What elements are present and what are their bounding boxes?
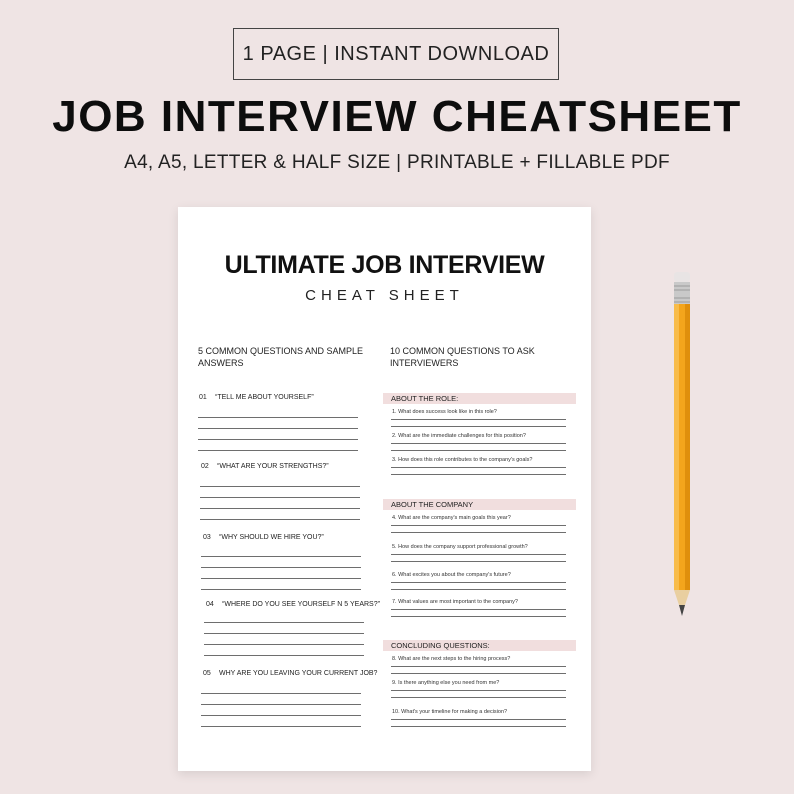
concluding-question-9: 9. Is there anything else you need from me? bbox=[392, 680, 500, 686]
answer-line[interactable] bbox=[200, 486, 360, 487]
answer-line[interactable] bbox=[201, 704, 361, 705]
question-number: 02 bbox=[201, 463, 209, 470]
answer-line[interactable] bbox=[200, 508, 360, 509]
answer-line[interactable] bbox=[391, 697, 566, 698]
document-title: ULTIMATE JOB INTERVIEW bbox=[224, 251, 545, 279]
common-question-5 bbox=[203, 670, 377, 677]
answer-line[interactable] bbox=[391, 666, 566, 667]
role-question-2: 2. What are the immediate challenges for this position? bbox=[392, 433, 526, 439]
question-number: 03 bbox=[203, 534, 211, 541]
answer-line[interactable] bbox=[391, 582, 566, 583]
answer-line[interactable] bbox=[391, 474, 566, 475]
cheatsheet-page bbox=[178, 207, 591, 771]
answer-line[interactable] bbox=[201, 556, 361, 557]
concluding-question-10: 10. What's your timeline for making a decision? bbox=[392, 709, 508, 715]
download-badge: 1 PAGE | INSTANT DOWNLOAD bbox=[233, 28, 559, 80]
answer-line[interactable] bbox=[201, 693, 361, 694]
question-number: 04 bbox=[206, 601, 214, 608]
format-subtitle: A4, A5, LETTER & HALF SIZE | PRINTABLE + FILLABLE PDF bbox=[124, 152, 670, 173]
answer-line[interactable] bbox=[204, 655, 364, 656]
answer-line[interactable] bbox=[391, 673, 566, 674]
answer-line[interactable] bbox=[198, 417, 358, 418]
concluding-question-8: 8. What are the next steps to the hiring process? bbox=[392, 656, 511, 662]
company-question-6: 6. What excites you about the company's future? bbox=[392, 572, 511, 578]
answer-line[interactable] bbox=[200, 519, 360, 520]
left-column-heading: 5 COMMON QUESTIONS AND SAMPLE ANSWERS bbox=[198, 346, 364, 368]
answer-line[interactable] bbox=[391, 467, 566, 468]
answer-line[interactable] bbox=[391, 450, 566, 451]
answer-line[interactable] bbox=[391, 589, 566, 590]
common-question-4 bbox=[206, 601, 380, 608]
answer-line[interactable] bbox=[204, 633, 364, 634]
answer-line[interactable] bbox=[391, 426, 566, 427]
answer-line[interactable] bbox=[201, 715, 361, 716]
answer-line[interactable] bbox=[201, 567, 361, 568]
question-text: WHY ARE YOU LEAVING YOUR CURRENT JOB? bbox=[219, 670, 378, 677]
answer-line[interactable] bbox=[204, 622, 364, 623]
answer-line[interactable] bbox=[200, 497, 360, 498]
common-question-3 bbox=[203, 534, 324, 541]
answer-line[interactable] bbox=[201, 589, 361, 590]
answer-line[interactable] bbox=[391, 561, 566, 562]
answer-line[interactable] bbox=[391, 554, 566, 555]
answer-line[interactable] bbox=[391, 726, 566, 727]
question-text: “TELL ME ABOUT YOURSELF” bbox=[215, 394, 314, 401]
question-text: “WHERE DO YOU SEE YOURSELF N 5 YEARS?” bbox=[222, 601, 380, 608]
answer-line[interactable] bbox=[391, 419, 566, 420]
answer-line[interactable] bbox=[198, 428, 358, 429]
role-question-3: 3. How does this role contributes to the company's goals? bbox=[392, 457, 533, 463]
answer-line[interactable] bbox=[198, 439, 358, 440]
role-question-1: 1. What does success look like in this role? bbox=[392, 409, 497, 415]
answer-line[interactable] bbox=[391, 616, 566, 617]
answer-line[interactable] bbox=[198, 450, 358, 451]
answer-line[interactable] bbox=[391, 525, 566, 526]
answer-line[interactable] bbox=[391, 690, 566, 691]
question-text: “WHAT ARE YOUR STRENGTHS?” bbox=[217, 463, 329, 470]
question-text: “WHY SHOULD WE HIRE YOU?” bbox=[219, 534, 324, 541]
answer-line[interactable] bbox=[391, 719, 566, 720]
common-question-2 bbox=[201, 463, 329, 470]
answer-line[interactable] bbox=[391, 532, 566, 533]
answer-line[interactable] bbox=[391, 443, 566, 444]
right-column-heading: 10 COMMON QUESTIONS TO ASK INTERVIEWERS bbox=[390, 346, 535, 368]
section-concluding-questions: CONCLUDING QUESTIONS: bbox=[383, 640, 576, 651]
company-question-4: 4. What are the company's main goals this year? bbox=[392, 515, 511, 521]
answer-line[interactable] bbox=[204, 644, 364, 645]
main-title: JOB INTERVIEW CHEATSHEET bbox=[52, 92, 742, 141]
company-question-5: 5. How does the company support professional growth? bbox=[392, 544, 528, 550]
document-subtitle: CHEAT SHEET bbox=[305, 287, 464, 304]
company-question-7: 7. What values are most important to the company? bbox=[392, 599, 518, 605]
answer-line[interactable] bbox=[201, 726, 361, 727]
common-question-1 bbox=[199, 394, 314, 401]
pencil-icon bbox=[670, 272, 694, 622]
section-about-company: ABOUT THE COMPANY bbox=[383, 499, 576, 510]
answer-line[interactable] bbox=[201, 578, 361, 579]
question-number: 01 bbox=[199, 394, 207, 401]
section-about-role: ABOUT THE ROLE: bbox=[383, 393, 576, 404]
question-number: 05 bbox=[203, 670, 211, 677]
answer-line[interactable] bbox=[391, 609, 566, 610]
